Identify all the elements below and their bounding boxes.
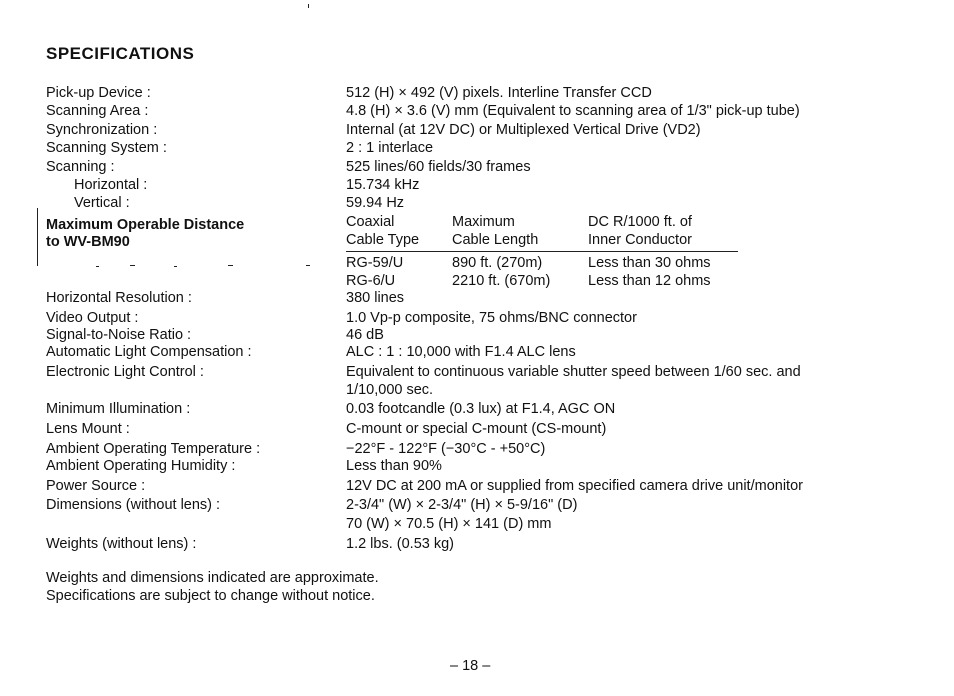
power-source-value: 12V DC at 200 mA or supplied from specified camera drive unit/monitor xyxy=(346,478,803,494)
scan-top-tick xyxy=(308,4,309,8)
video-output-label: Video Output : xyxy=(46,310,139,326)
cable-row2-type: RG-6/U xyxy=(346,273,396,289)
vertical-value: 59.94 Hz xyxy=(346,195,405,211)
horizontal-value: 15.734 kHz xyxy=(346,177,420,193)
humidity-value: Less than 90% xyxy=(346,458,442,474)
scanning-area-value: 4.8 (H) × 3.6 (V) mm (Equivalent to scanning area of 1/3" pick-up tube) xyxy=(346,103,800,119)
cable-header-type-line2: Cable Type xyxy=(346,232,420,248)
horizontal-resolution-label: Horizontal Resolution : xyxy=(46,290,192,306)
scanning-value: 525 lines/60 fields/30 frames xyxy=(346,159,531,175)
max-distance-label: Maximum Operable Distance xyxy=(46,217,245,233)
snr-label: Signal-to-Noise Ratio : xyxy=(46,327,192,343)
dimensions-value-imperial: 2-3/4" (W) × 2-3/4" (H) × 5-9/16" (D) xyxy=(346,497,578,513)
lens-mount-value: C-mount or special C-mount (CS-mount) xyxy=(346,421,607,437)
weights-label: Weights (without lens) : xyxy=(46,536,197,552)
temperature-label: Ambient Operating Temperature : xyxy=(46,441,261,457)
scan-dot-3 xyxy=(174,266,177,267)
cable-header-resistance-line1: DC R/1000 ft. of xyxy=(588,214,692,230)
elc-label: Electronic Light Control : xyxy=(46,364,204,380)
scan-dot-5 xyxy=(306,265,310,266)
cable-table-divider xyxy=(346,251,738,252)
scanning-label: Scanning : xyxy=(46,159,115,175)
vertical-label: Vertical : xyxy=(74,195,130,211)
scan-dot-4 xyxy=(228,265,233,266)
dimensions-label: Dimensions (without lens) : xyxy=(46,497,221,513)
cable-header-length-line2: Cable Length xyxy=(452,232,539,248)
horizontal-label: Horizontal : xyxy=(74,177,148,193)
scanning-area-label: Scanning Area : xyxy=(46,103,149,119)
scanning-system-label: Scanning System : xyxy=(46,140,167,156)
cable-header-type-line1: Coaxial xyxy=(346,214,395,230)
elc-value-line1: Equivalent to continuous variable shutter speed between 1/60 sec. and xyxy=(346,364,801,380)
cable-row2-resistance: Less than 12 ohms xyxy=(588,273,711,289)
note-approximate: Weights and dimensions indicated are approximate. xyxy=(46,570,379,586)
alc-value: ALC : 1 : 10,000 with F1.4 ALC lens xyxy=(346,344,576,360)
synchronization-value: Internal (at 12V DC) or Multiplexed Vertical Drive (VD2) xyxy=(346,122,701,138)
scan-margin-mark xyxy=(37,208,38,266)
temperature-value: −22°F - 122°F (−30°C - +50°C) xyxy=(346,441,546,457)
power-source-label: Power Source : xyxy=(46,478,146,494)
elc-value-line2: 1/10,000 sec. xyxy=(346,382,434,398)
cable-header-resistance-line2: Inner Conductor xyxy=(588,232,692,248)
horizontal-resolution-value: 380 lines xyxy=(346,290,405,306)
cable-row1-length: 890 ft. (270m) xyxy=(452,255,543,271)
cable-row1-resistance: Less than 30 ohms xyxy=(588,255,711,271)
lens-mount-label: Lens Mount : xyxy=(46,421,130,437)
min-illumination-label: Minimum Illumination : xyxy=(46,401,191,417)
page-number: – 18 – xyxy=(450,658,491,674)
scanning-system-value: 2 : 1 interlace xyxy=(346,140,434,156)
pickup-device-value: 512 (H) × 492 (V) pixels. Interline Transfer CCD xyxy=(346,85,652,101)
alc-label: Automatic Light Compensation : xyxy=(46,344,252,360)
pickup-device-label: Pick-up Device : xyxy=(46,85,151,101)
note-subject-to-change: Specifications are subject to change without notice. xyxy=(46,588,375,604)
cable-row1-type: RG-59/U xyxy=(346,255,404,271)
cable-row2-length: 2210 ft. (670m) xyxy=(452,273,551,289)
cable-header-length-line1: Maximum xyxy=(452,214,515,230)
scan-dot-1 xyxy=(96,266,99,267)
weights-value: 1.2 lbs. (0.53 kg) xyxy=(346,536,454,552)
dimensions-value-metric: 70 (W) × 70.5 (H) × 141 (D) mm xyxy=(346,516,552,532)
video-output-value: 1.0 Vp-p composite, 75 ohms/BNC connector xyxy=(346,310,637,326)
snr-value: 46 dB xyxy=(346,327,384,343)
synchronization-label: Synchronization : xyxy=(46,122,158,138)
page-title: SPECIFICATIONS xyxy=(46,44,195,63)
scan-dot-2 xyxy=(130,265,135,266)
min-illumination-value: 0.03 footcandle (0.3 lux) at F1.4, AGC ON xyxy=(346,401,616,417)
humidity-label: Ambient Operating Humidity : xyxy=(46,458,236,474)
max-distance-target-label: to WV-BM90 xyxy=(46,234,130,250)
